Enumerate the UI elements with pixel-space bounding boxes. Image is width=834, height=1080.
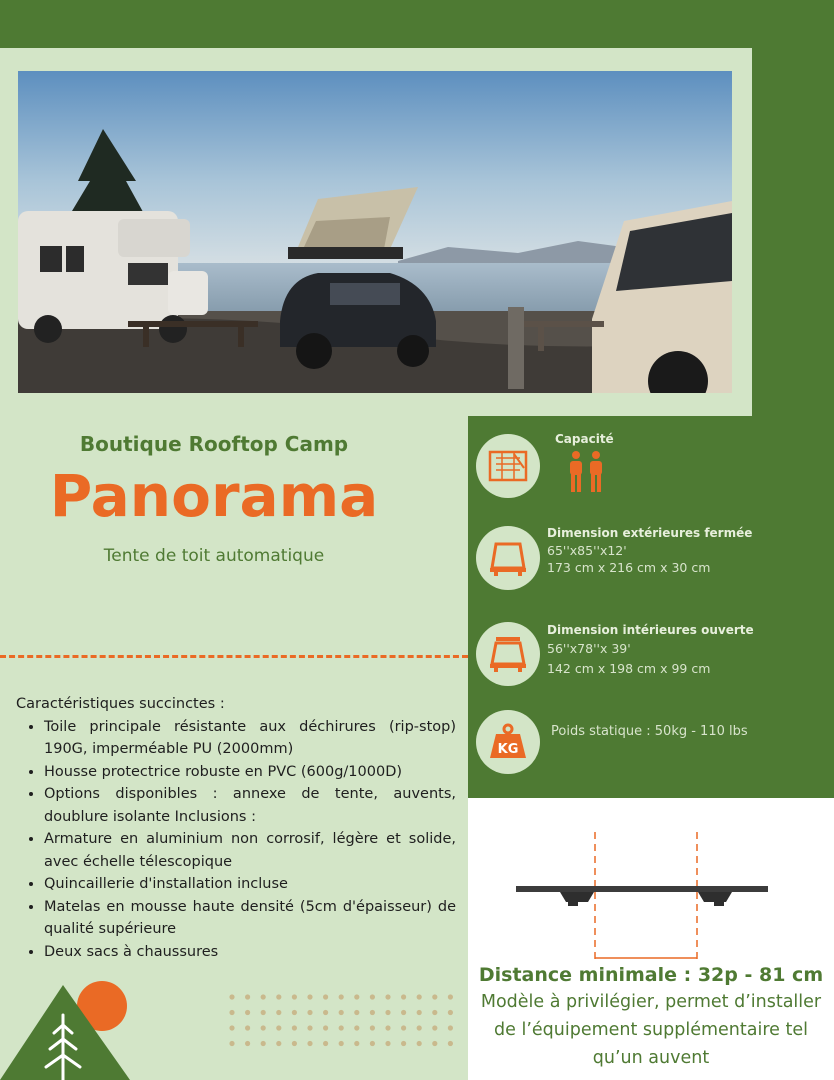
decor-dot bbox=[417, 1041, 422, 1046]
decor-dot bbox=[276, 1041, 281, 1046]
product-name: Panorama bbox=[49, 462, 379, 530]
decor-dot bbox=[385, 1010, 390, 1015]
features-section bbox=[16, 693, 456, 963]
rooftop-camp-logo bbox=[0, 975, 140, 1080]
decor-dot bbox=[276, 1010, 281, 1015]
decor-dot bbox=[323, 1010, 328, 1015]
product-subtitle: Tente de toit automatique bbox=[103, 546, 325, 566]
decor-dot bbox=[339, 1041, 344, 1046]
decor-dot bbox=[401, 1041, 406, 1046]
features-heading: Caractéristiques succinctes : bbox=[16, 696, 225, 712]
decor-dot bbox=[323, 1025, 328, 1030]
roof-rack-diagram bbox=[468, 798, 834, 968]
capacity-title: Capacité bbox=[555, 432, 614, 446]
decor-dot bbox=[448, 1041, 453, 1046]
decor-dot bbox=[245, 1025, 250, 1030]
decor-dot bbox=[229, 994, 234, 999]
feature-item: • Housse protectrice robuste en PVC (600g/1000D) bbox=[44, 761, 456, 784]
decor-dot bbox=[401, 1025, 406, 1030]
decor-dot bbox=[370, 1025, 375, 1030]
decor-dot bbox=[339, 1010, 344, 1015]
tent-plan-icon bbox=[476, 434, 540, 498]
decor-dot bbox=[323, 1041, 328, 1046]
closed-tent-icon bbox=[476, 526, 540, 590]
decor-dot bbox=[276, 1025, 281, 1030]
top-band bbox=[0, 0, 834, 48]
minimum-distance-description: Modèle à privilégier, permet d’installer de l’équipement supplémentaire tel qu’un auvent bbox=[480, 992, 822, 1068]
decor-dot bbox=[417, 994, 422, 999]
decor-dot bbox=[229, 1010, 234, 1015]
feature-item: • Armature en aluminium non corrosif, légère et solide, avec échelle télescopique bbox=[44, 828, 456, 873]
decor-dot bbox=[307, 994, 312, 999]
weight-icon-text: KG bbox=[497, 742, 519, 757]
decor-dot bbox=[354, 1025, 359, 1030]
decor-dot bbox=[292, 1010, 297, 1015]
decor-dot bbox=[276, 994, 281, 999]
decor-dot bbox=[370, 1010, 375, 1015]
weight-label: Poids statique : 50kg - 110 lbs bbox=[551, 724, 748, 739]
decor-dot bbox=[432, 994, 437, 999]
decor-dot bbox=[229, 1041, 234, 1046]
decor-dot bbox=[385, 1025, 390, 1030]
open-tent-icon bbox=[476, 622, 540, 686]
feature-item: • Toile principale résistante aux déchirures (rip-stop) 190G, imperméable PU (2000mm) bbox=[44, 716, 456, 761]
decor-dot bbox=[229, 1025, 234, 1030]
decor-dot bbox=[261, 1025, 266, 1030]
decor-dot bbox=[245, 1041, 250, 1046]
decor-dot bbox=[432, 1041, 437, 1046]
decor-dot bbox=[245, 1010, 250, 1015]
decor-dot bbox=[354, 994, 359, 999]
decor-dot bbox=[417, 1025, 422, 1030]
open-dimension-title: Dimension intérieures ouverte bbox=[547, 623, 754, 637]
decor-dot bbox=[245, 994, 250, 999]
decor-dot bbox=[370, 994, 375, 999]
dashed-divider bbox=[0, 655, 468, 658]
decor-dot bbox=[448, 1025, 453, 1030]
decor-dot bbox=[261, 1041, 266, 1046]
decor-dot bbox=[323, 994, 328, 999]
decor-dot bbox=[401, 1010, 406, 1015]
decor-dot bbox=[339, 994, 344, 999]
decor-dot bbox=[370, 1041, 375, 1046]
decor-dot bbox=[354, 1041, 359, 1046]
closed-dimension-imperial: 65''x85''x12' bbox=[547, 543, 627, 558]
decor-dot bbox=[307, 1025, 312, 1030]
decor-dot bbox=[448, 1010, 453, 1015]
feature-item: • Deux sacs à chaussures bbox=[44, 941, 456, 964]
closed-dimension-title: Dimension extérieures fermée bbox=[547, 526, 753, 540]
store-name: Boutique Rooftop Camp bbox=[79, 432, 349, 456]
decor-dot bbox=[307, 1010, 312, 1015]
decor-dot bbox=[432, 1025, 437, 1030]
feature-item: • Quincaillerie d'installation incluse bbox=[44, 873, 456, 896]
decor-dot bbox=[292, 994, 297, 999]
decorative-dots bbox=[228, 993, 462, 1053]
decor-dot bbox=[417, 1010, 422, 1015]
decor-dot bbox=[292, 1025, 297, 1030]
feature-item: • Options disponibles : annexe de tente, auvents, doublure isolante Inclusions : bbox=[44, 783, 456, 828]
decor-dot bbox=[448, 994, 453, 999]
decor-dot bbox=[385, 994, 390, 999]
decor-dot bbox=[432, 1010, 437, 1015]
features-list bbox=[44, 716, 456, 964]
hero-photo bbox=[18, 71, 732, 393]
decor-dot bbox=[292, 1041, 297, 1046]
decor-dot bbox=[354, 1010, 359, 1015]
decor-dot bbox=[261, 1010, 266, 1015]
open-dimension-metric: 142 cm x 198 cm x 99 cm bbox=[547, 661, 711, 676]
two-people-icon bbox=[566, 450, 606, 498]
right-green-strip bbox=[752, 48, 834, 416]
closed-dimension-metric: 173 cm x 216 cm x 30 cm bbox=[547, 560, 711, 575]
feature-item: • Matelas en mousse haute densité (5cm d'épaisseur) de qualité supérieure bbox=[44, 896, 456, 941]
weight-kg-icon bbox=[476, 710, 540, 774]
decor-dot bbox=[261, 994, 266, 999]
decor-dot bbox=[385, 1041, 390, 1046]
minimum-distance-title: Distance minimale : 32p - 81 cm bbox=[478, 964, 824, 986]
decor-dot bbox=[401, 994, 406, 999]
decor-dot bbox=[307, 1041, 312, 1046]
open-dimension-imperial: 56''x78''x 39' bbox=[547, 641, 631, 656]
decor-dot bbox=[339, 1025, 344, 1030]
